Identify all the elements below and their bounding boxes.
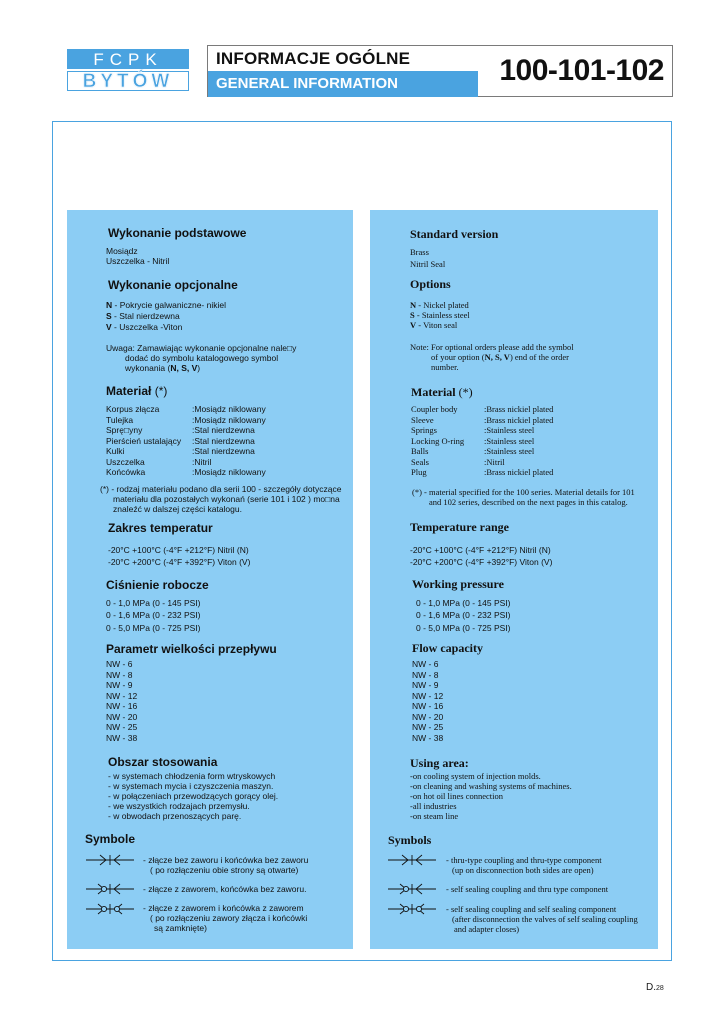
symbol-desc-pl: - złącze bez zaworu i końcówka bez zaworu — [143, 855, 309, 865]
material-value-en: :Brass nickiel plated — [484, 404, 554, 414]
material-part-pl: Tulejka — [106, 414, 134, 425]
basic-version-line-pl: Uszczelka - Nitril — [106, 256, 170, 266]
basic-version-heading-en: Standard version — [410, 227, 499, 241]
options-heading-pl: Wykonanie opcjonalne — [108, 278, 238, 292]
symbol-desc-en: - thru-type coupling and thru-type component — [446, 855, 602, 865]
material-part-pl: Korpus złącza — [106, 404, 160, 414]
pressure-row-pl: 0 - 1,0 MPa (0 - 145 PSI) — [106, 598, 201, 608]
company-logo — [67, 49, 189, 91]
order-note-en: Note: For optional orders please add the symbol — [410, 342, 574, 352]
pressure-row-en: 0 - 1,0 MPa (0 - 145 PSI) — [416, 598, 511, 608]
symbols-heading-pl: Symbole — [85, 832, 136, 846]
page-title-pl: INFORMACJE OGÓLNE — [216, 49, 411, 68]
symbol-desc-pl: ( po rozłączeniu zawory złącza i końcówki — [150, 913, 308, 923]
pressure-heading-en: Working pressure — [412, 577, 504, 591]
usage-row-pl: - we wszystkich rodzajach przemysłu. — [108, 801, 250, 811]
flow-row-en: NW - 25 — [412, 722, 444, 732]
temperature-heading-pl: Zakres temperatur — [108, 521, 213, 535]
symbol-desc-pl: - złącze z zaworem i końcówka z zaworem — [143, 903, 304, 913]
symbols-heading-en: Symbols — [388, 833, 432, 847]
material-value-pl: :Stal nierdzewna — [192, 425, 255, 435]
flow-row-en: NW - 6 — [412, 659, 439, 669]
material-part-en: Plug — [411, 467, 427, 477]
order-note-en: of your option (N, S, V) end of the order — [431, 352, 569, 362]
basic-version-line-en: Nitril Seal — [410, 259, 446, 269]
flow-row-pl: NW - 8 — [106, 669, 133, 680]
material-value-en: :Stainless steel — [484, 435, 535, 446]
flow-row-en: NW - 38 — [412, 732, 444, 743]
material-value-en: :Stainless steel — [484, 446, 535, 456]
pressure-row-en: 0 - 1,6 MPa (0 - 232 PSI) — [416, 610, 511, 620]
symbol-desc-en: - self sealing coupling and self sealing component — [446, 904, 617, 914]
usage-row-pl: - w systemach mycia i czyszczenia maszyn. — [108, 781, 274, 791]
flow-row-pl: NW - 6 — [106, 659, 133, 669]
flow-row-en: NW - 9 — [412, 680, 439, 690]
thru-coupling-symbol-icon — [86, 854, 134, 866]
material-part-pl: Sprę□yny — [106, 425, 143, 435]
logo-bottom-text: BYTÓW — [67, 71, 189, 91]
option-row-en: S - Stainless steel — [410, 310, 470, 320]
flow-row-pl: NW - 9 — [106, 680, 133, 690]
temperature-row-en: -20°C +200°C (-4°F +392°F) Viton (V) — [410, 557, 553, 567]
temperature-heading-en: Temperature range — [410, 520, 509, 534]
material-value-pl: :Mosiądz niklowany — [192, 404, 266, 414]
pressure-heading-pl: Ciśnienie robocze — [106, 578, 209, 592]
option-row-en: V - Viton seal — [410, 320, 458, 330]
symbol-desc-pl: są zamknięte) — [154, 923, 207, 933]
usage-heading-en: Using area: — [410, 756, 469, 770]
options-heading-en: Options — [410, 277, 451, 291]
thru-coupling-symbol-icon — [388, 854, 436, 866]
material-part-en: Balls — [411, 446, 429, 456]
temperature-row-pl: -20°C +100°C (-4°F +212°F) Nitril (N) — [108, 545, 249, 555]
material-value-en: :Brass nickiel plated — [484, 467, 554, 477]
material-part-pl: Kulki — [106, 446, 125, 456]
flow-heading-pl: Parametr wielkości przepływu — [106, 642, 277, 656]
material-value-en: :Stainless steel — [484, 425, 535, 435]
basic-version-line-en: Brass — [410, 247, 429, 257]
order-note-en: number. — [431, 362, 459, 372]
usage-row-pl: - w obwodach przenoszących parę. — [108, 811, 242, 821]
page-number: D.28 — [646, 982, 664, 993]
material-heading-pl: Materiał (*) — [106, 384, 168, 398]
double-valve-coupling-symbol-icon — [86, 903, 134, 915]
usage-heading-pl: Obszar stosowania — [108, 755, 218, 769]
symbol-desc-pl: - złącze z zaworem, końcówka bez zaworu. — [143, 884, 307, 894]
logo-top-text: FCPK — [67, 49, 189, 69]
material-value-pl: :Stal nierdzewna — [192, 446, 255, 456]
order-note-pl: dodać do symbolu katalogowego symbol — [125, 353, 279, 363]
symbol-desc-en: (up on disconnection both sides are open) — [452, 865, 594, 875]
material-footnote-pl: materiału dla pozostałych wykonań (serie 101 i 102 ) mo□na — [113, 494, 340, 504]
order-note-pl: Uwaga: Zamawiając wykonanie opcjonalne nale□y — [106, 343, 297, 353]
flow-row-en: NW - 16 — [412, 701, 444, 711]
pressure-row-en: 0 - 5,0 MPa (0 - 725 PSI) — [416, 623, 511, 633]
basic-version-line-pl: Mosiądz — [106, 246, 138, 256]
material-part-pl: Uszczelka — [106, 456, 145, 467]
flow-row-pl: NW - 20 — [106, 711, 138, 722]
material-part-en: Springs — [411, 425, 437, 435]
material-footnote-en: (*) - material specified for the 100 series. Material details for 101 — [412, 487, 635, 497]
temperature-row-pl: -20°C +200°C (-4°F +392°F) Viton (V) — [108, 557, 251, 567]
option-row-pl: N - Pokrycie galwaniczne- nikiel — [106, 300, 226, 310]
material-part-en: Seals — [411, 456, 429, 467]
material-part-en: Locking O-ring — [411, 435, 465, 446]
material-footnote-pl: znaleźć w dalszej części katalogu. — [113, 504, 242, 514]
material-part-pl: Końcówka — [106, 467, 146, 477]
usage-row-pl: - w systemach chłodzenia form wtryskowych — [108, 771, 276, 781]
page-title-en: GENERAL INFORMATION — [208, 71, 478, 97]
option-row-en: N - Nickel plated — [410, 300, 469, 310]
valve-coupling-symbol-icon — [388, 883, 436, 895]
pressure-row-pl: 0 - 1,6 MPa (0 - 232 PSI) — [106, 610, 201, 620]
symbol-desc-pl: ( po rozłączeniu obie strony są otwarte) — [150, 865, 299, 875]
material-value-pl: :Nitril — [192, 456, 212, 467]
flow-row-en: NW - 12 — [412, 690, 444, 701]
usage-row-en: -on cleaning and washing systems of machines. — [410, 781, 572, 791]
material-part-en: Coupler body — [411, 404, 458, 414]
material-value-en: :Brass nickiel plated — [484, 414, 554, 425]
basic-version-heading-pl: Wykonanie podstawowe — [108, 226, 247, 240]
product-code: 100-101-102 — [499, 54, 664, 87]
flow-row-pl: NW - 12 — [106, 690, 138, 701]
material-part-en: Sleeve — [411, 414, 434, 425]
temperature-row-en: -20°C +100°C (-4°F +212°F) Nitril (N) — [410, 545, 551, 555]
option-row-pl: S - Stal nierdzewna — [106, 311, 180, 321]
valve-coupling-symbol-icon — [86, 883, 134, 895]
material-heading-en: Material (*) — [411, 385, 473, 399]
flow-row-en: NW - 20 — [412, 711, 444, 722]
usage-row-en: -all industries — [410, 801, 457, 811]
material-part-pl: Pierścień ustalający — [106, 435, 182, 446]
usage-row-en: -on hot oil lines connection — [410, 791, 504, 801]
flow-row-pl: NW - 38 — [106, 732, 138, 743]
symbol-desc-en: - self sealing coupling and thru type component — [446, 884, 609, 894]
material-value-pl: :Stal nierdzewna — [192, 435, 255, 446]
flow-row-pl: NW - 25 — [106, 722, 138, 732]
symbol-desc-en: (after disconnection the valves of self sealing coupling — [452, 914, 638, 924]
symbol-desc-en: and adapter closes) — [454, 924, 520, 934]
usage-row-en: -on cooling system of injection molds. — [410, 771, 541, 781]
flow-heading-en: Flow capacity — [412, 641, 483, 655]
flow-row-pl: NW - 16 — [106, 701, 138, 711]
order-note-pl: wykonania (N, S, V) — [125, 363, 201, 373]
material-value-en: :Nitril — [484, 456, 505, 467]
material-footnote-en: and 102 series, described on the next pages in this catalog. — [429, 497, 628, 507]
flow-row-en: NW - 8 — [412, 669, 439, 680]
double-valve-coupling-symbol-icon — [388, 903, 436, 915]
pressure-row-pl: 0 - 5,0 MPa (0 - 725 PSI) — [106, 623, 201, 633]
option-row-pl: V - Uszczelka -Viton — [106, 322, 183, 332]
usage-row-en: -on steam line — [410, 811, 459, 821]
material-value-pl: :Mosiądz niklowany — [192, 467, 266, 477]
material-footnote-pl: (*) - rodzaj materiału podano dla serii 100 - szczegóły dotyczące — [100, 484, 342, 494]
material-value-pl: :Mosiądz niklowany — [192, 414, 266, 425]
header-title-box — [207, 45, 673, 97]
usage-row-pl: - w połączeniach przewodzących gorący olej. — [108, 791, 279, 801]
